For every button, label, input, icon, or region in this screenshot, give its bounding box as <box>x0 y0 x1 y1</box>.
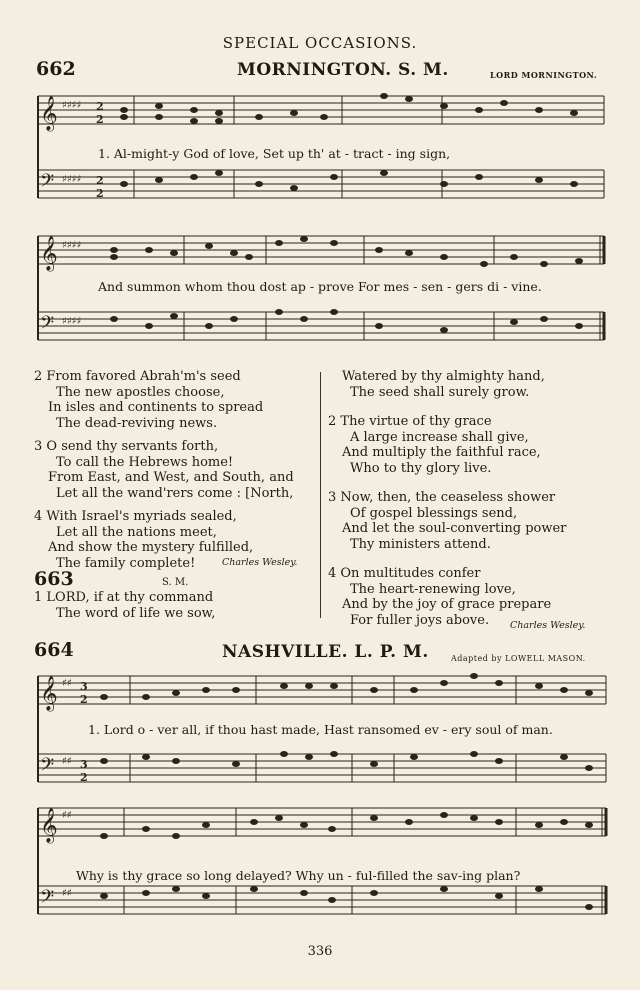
svg-text:♯♯♯♯: ♯♯♯♯ <box>62 174 82 185</box>
verse-line: And multiply the faithful race, <box>342 445 541 460</box>
lyric-662-line-2: And summon whom thou dost ap - prove For mes - sen - gers di - vine. <box>98 279 542 294</box>
svg-text:♯♯♯♯: ♯♯♯♯ <box>62 100 82 111</box>
meter-663: S. M. <box>162 577 189 588</box>
svg-text:𝄢: 𝄢 <box>40 313 55 338</box>
lyric-664-line-1: 1. Lord o - ver all, if thou hast made, Hast ransomed ev - ery soul of man. <box>88 722 553 737</box>
svg-text:𝄢: 𝄢 <box>40 171 55 196</box>
verse-line: To call the Hebrews home! <box>56 454 234 470</box>
verse-line: In isles and continents to spread <box>48 400 264 415</box>
verse-line: The new apostles choose, <box>56 384 225 400</box>
verse-block-662-right <box>328 369 566 628</box>
svg-text:2: 2 <box>96 100 104 113</box>
composer-mornington: LORD MORNINGTON. <box>490 70 598 80</box>
svg-text:𝄞: 𝄞 <box>40 808 58 843</box>
column-divider <box>320 372 321 618</box>
verse-line: And show the mystery fulfilled, <box>48 540 254 555</box>
svg-text:𝄞: 𝄞 <box>40 96 58 131</box>
verse-block-663 <box>34 590 215 621</box>
verse-line: 3 O send thy servants forth, <box>34 439 219 454</box>
author-left: Charles Wesley. <box>222 557 298 568</box>
svg-text:♯♯♯♯: ♯♯♯♯ <box>62 316 82 327</box>
verse-line: The seed shall surely grow. <box>350 384 530 400</box>
running-head: SPECIAL OCCASIONS. <box>222 34 418 52</box>
verse-line: 4 On multitudes confer <box>328 566 481 581</box>
hymn-number-662: 662 <box>36 58 76 80</box>
svg-text:𝄞: 𝄞 <box>40 236 58 271</box>
verse-line: 4 With Israel's myriads sealed, <box>34 509 237 524</box>
verse-line: From East, and West, and South, and <box>48 470 294 485</box>
lyric-662-line-1: 1. Al-might-y God of love, Set up th' at - tract - ing sign, <box>98 146 451 161</box>
svg-text:♯♯♯♯: ♯♯♯♯ <box>62 240 82 251</box>
svg-text:♯♯: ♯♯ <box>62 756 72 767</box>
svg-text:3: 3 <box>80 680 88 693</box>
svg-text:♯♯: ♯♯ <box>62 888 72 899</box>
lyric-664-line-2: Why is thy grace so long delayed? Why un - ful-filled the sav-ing plan? <box>76 868 521 883</box>
hymn-number-664: 664 <box>34 639 74 661</box>
svg-text:2: 2 <box>96 113 104 126</box>
verse-line: And by the joy of grace prepare <box>342 597 552 612</box>
verse-line: The heart-renewing love, <box>350 581 516 597</box>
verse-line: 1 LORD, if at thy command <box>34 590 214 605</box>
author-right: Charles Wesley. <box>510 620 586 631</box>
verse-line: 2 The virtue of thy grace <box>328 414 492 429</box>
verse-line: For fuller joys above. <box>350 612 490 628</box>
svg-text:3: 3 <box>80 758 88 771</box>
svg-text:2: 2 <box>80 771 88 784</box>
svg-text:𝄢: 𝄢 <box>40 887 55 912</box>
verse-line: Who to thy glory live. <box>350 460 492 476</box>
svg-text:♯♯: ♯♯ <box>62 810 72 821</box>
hymn-number-663: 663 <box>34 568 74 590</box>
verse-line: Watered by thy almighty hand, <box>342 369 545 384</box>
verse-line: The word of life we sow, <box>56 605 216 621</box>
verse-line: A large increase shall give, <box>350 429 529 445</box>
verse-line: The family complete! <box>56 555 196 571</box>
verse-line: Of gospel blessings send, <box>350 505 518 521</box>
tune-title-nashville: NASHVILLE. L. P. M. <box>222 642 429 662</box>
verse-line: The dead-reviving news. <box>56 415 218 431</box>
verse-line: 2 From favored Abrah'm's seed <box>34 369 241 384</box>
composer-nashville: Adapted by LOWELL MASON. <box>451 654 586 663</box>
svg-text:2: 2 <box>96 174 104 187</box>
svg-text:2: 2 <box>96 187 104 200</box>
svg-text:𝄢: 𝄢 <box>40 755 55 780</box>
verse-block-662-left <box>34 369 294 571</box>
verse-line: Let all the nations meet, <box>56 524 217 540</box>
verse-line: 3 Now, then, the ceaseless shower <box>328 490 556 505</box>
verse-line: Let all the wand'rers come : [North, <box>56 485 294 501</box>
verse-line: Thy ministers attend. <box>350 536 491 552</box>
svg-text:𝄞: 𝄞 <box>40 676 58 711</box>
svg-text:2: 2 <box>80 693 88 706</box>
page-number: 336 <box>307 944 333 959</box>
verse-line: And let the soul-converting power <box>342 521 567 536</box>
svg-text:♯♯: ♯♯ <box>62 678 72 689</box>
tune-title-mornington: MORNINGTON. S. M. <box>237 60 449 80</box>
